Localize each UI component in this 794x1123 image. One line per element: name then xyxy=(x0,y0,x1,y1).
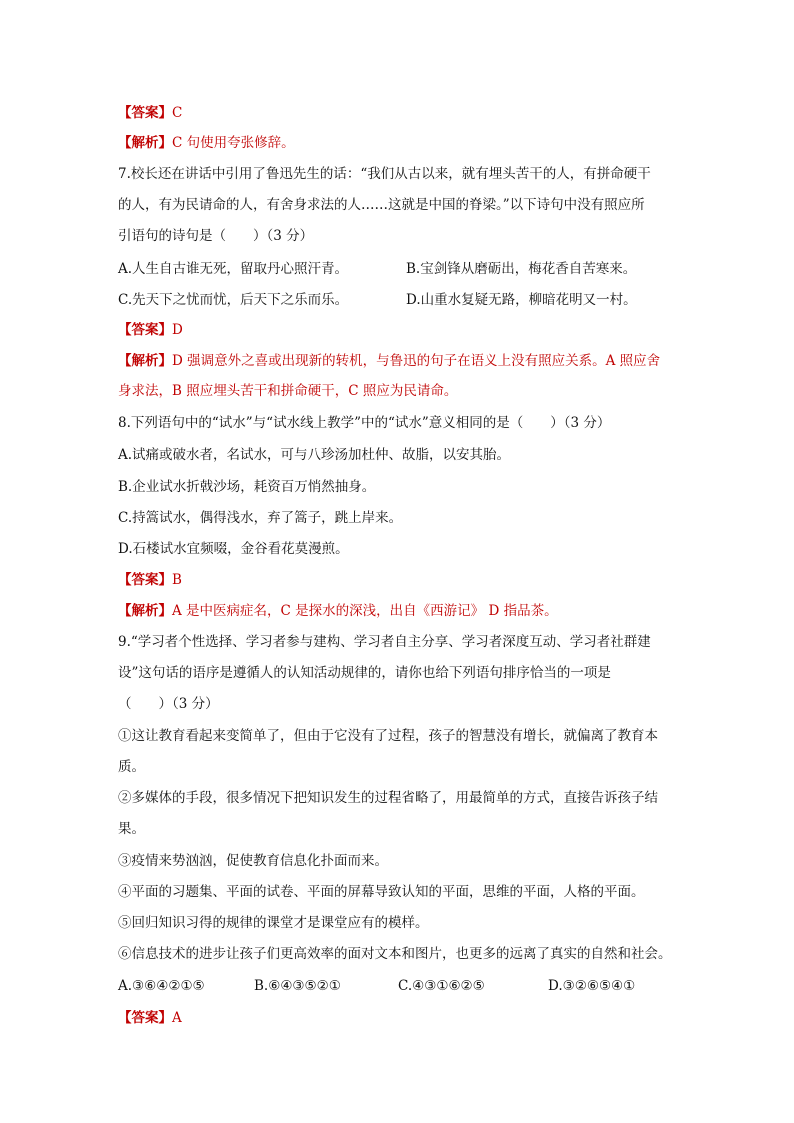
question-8-option-a: A.试痛或破水者，名试水，可与八珍汤加杜仲、故脂，以安其胎。 xyxy=(118,447,511,463)
answer-line xyxy=(118,570,182,590)
question-8-option-d: D.石楼试水宜频啜，金谷看花莫漫煎。 xyxy=(118,541,349,557)
question-9-stem-line-2: 设”这句话的语序是遵循人的认知活动规律的，请你也给下列语句排序恰当的一项是 xyxy=(118,665,611,681)
question-7-stem-line-3: 引语句的诗句是（ ）（3 分） xyxy=(118,228,314,244)
answer-line xyxy=(118,103,182,123)
sentence-4: ④平面的习题集、平面的试卷、平面的屏幕导致认知的平面，思维的平面，人格的平面。 xyxy=(118,884,645,900)
question-7-stem-line-1: 7.校长还在讲话中引用了鲁迅先生的话：“我们从古以来，就有埋头苦干的人，有拼命硬干 xyxy=(118,166,651,182)
analysis-line xyxy=(118,351,660,371)
question-9-option-b: B.⑥④③⑤②① xyxy=(254,978,341,994)
answer-tag: 【答案】 xyxy=(118,572,172,588)
question-7-option-a: A.人生自古谁无死，留取丹心照汗青。 xyxy=(118,261,349,277)
analysis-text: C 句使用夸张修辞。 xyxy=(172,135,295,151)
question-7-option-c: C.先天下之忧而忧，后天下之乐而乐。 xyxy=(118,292,349,308)
sentence-1-continued: 质。 xyxy=(118,759,145,775)
question-7-option-d: D.山重水复疑无路，柳暗花明又一村。 xyxy=(406,292,637,308)
sentence-2: ②多媒体的手段，很多情况下把知识发生的过程省略了，用最简单的方式，直接告诉孩子结 xyxy=(118,790,658,806)
answer-text: A xyxy=(172,1010,182,1026)
question-8-option-b: B.企业试水折戟沙场，耗资百万悄然抽身。 xyxy=(118,479,376,495)
sentence-3: ③疫情来势汹汹，促使教育信息化扑面而来。 xyxy=(118,853,388,869)
question-7-option-b: B.宝剑锋从磨砺出，梅花香自苦寒来。 xyxy=(406,261,637,277)
question-8-stem: 8.下列语句中的“试水”与“试水线上教学”中的“试水”意义相同的是（ ）（3 分） xyxy=(118,415,611,431)
answer-tag: 【答案】 xyxy=(118,322,172,338)
answer-tag: 【答案】 xyxy=(118,105,172,121)
analysis-tag: 【解析】 xyxy=(118,603,172,619)
sentence-2-continued: 果。 xyxy=(118,821,145,837)
answer-line xyxy=(118,320,183,340)
answer-text: B xyxy=(172,572,182,588)
analysis-tag: 【解析】 xyxy=(118,135,172,151)
question-9-option-c: C.④③①⑥②⑤ xyxy=(398,978,485,994)
analysis-text: D 强调意外之喜或出现新的转机，与鲁迅的句子在语义上没有照应关系。A 照应舍 xyxy=(172,353,661,369)
analysis-line xyxy=(118,133,295,153)
question-9-option-a: A.③⑥④②①⑤ xyxy=(118,978,205,994)
analysis-tag: 【解析】 xyxy=(118,353,172,369)
question-8-option-c: C.持篙试水，偶得浅水，弃了篙子，跳上岸来。 xyxy=(118,510,403,526)
analysis-text-continued: 身求法，B 照应埋头苦干和拼命硬干，C 照应为民请命。 xyxy=(118,383,458,399)
answer-text: C xyxy=(172,105,183,121)
analysis-text: A 是中医病症名，C 是探水的深浅，出自《西游记》 D 指品茶。 xyxy=(172,603,558,619)
analysis-line xyxy=(118,601,558,621)
answer-tag: 【答案】 xyxy=(118,1010,172,1026)
question-9-option-d: D.③②⑥⑤④① xyxy=(548,978,636,994)
sentence-5: ⑤回归知识习得的规律的课堂才是课堂应有的模样。 xyxy=(118,915,429,931)
answer-text: D xyxy=(172,322,183,338)
sentence-6: ⑥信息技术的进步让孩子们更高效率的面对文本和图片，也更多的远离了真实的自然和社会。 xyxy=(118,946,672,962)
question-9-stem-line-3: （ ）（3 分） xyxy=(118,696,219,712)
answer-line xyxy=(118,1008,182,1028)
question-7-stem-line-2: 的人，有为民请命的人，有舍身求法的人……这就是中国的脊梁。”以下诗句中没有照应所 xyxy=(118,197,645,213)
question-9-stem-line-1: 9.“学习者个性选择、学习者参与建构、学习者自主分享、学习者深度互动、学习者社群建 xyxy=(118,634,651,650)
sentence-1: ①这让教育看起来变简单了，但由于它没有了过程，孩子的智慧没有增长，就偏离了教育本 xyxy=(118,728,658,744)
